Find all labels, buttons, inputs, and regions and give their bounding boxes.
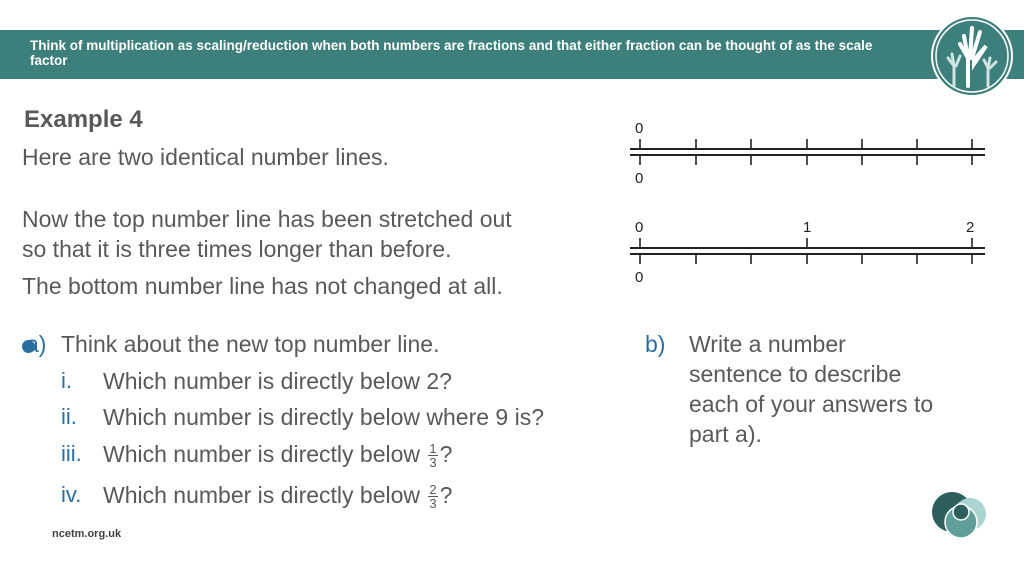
part-b-line3: each of your answers to [689,391,934,417]
item-i-number: i. [61,368,72,393]
line1-top-zero-label: 0 [635,120,644,137]
line2-top-zero-label: 0 [635,219,644,236]
part-a-label: a) [26,331,47,357]
line2-top-ticks [640,238,972,248]
item-iv-frac-num: 2 [429,482,437,498]
item-iv-text: Which number is directly below [103,482,427,508]
item-iii-suffix: ? [439,441,453,467]
bottom-note-text: The bottom number line has not changed at all. [22,273,503,299]
line2-top-two-label: 2 [966,219,975,236]
item-iii-frac-den: 3 [429,455,437,471]
line1-bottom-ticks [640,155,972,165]
example-title: Example 4 [24,106,143,133]
line1-top-ticks [640,139,972,149]
ncetm-hands-logo-icon [930,14,1014,98]
item-i-text: Which number is directly below 2? [103,368,452,394]
line2-top-one-label: 1 [803,219,812,236]
item-iii-number: iii. [61,441,82,466]
line2-bottom-zero-label: 0 [635,269,644,286]
banner-title: Think of multiplication as scaling/reduction when both numbers are fractions and that either fraction can be thought of as the scale factor [30,38,873,68]
item-iv-row [103,480,452,510]
item-iii-fraction [428,442,437,469]
part-b-line1: Write a number [689,331,846,357]
stretch-text-line1: Now the top number line has been stretched out [22,206,512,232]
item-ii-number: ii. [61,404,77,429]
item-iv-fraction [428,483,437,510]
item-iii-frac-num: 1 [429,441,437,457]
stretch-text-line2: so that it is three times longer than before. [22,236,452,262]
line2-bottom-ticks [640,254,972,264]
ncetm-circles-logo-icon [928,488,990,546]
part-a-text: Think about the new top number line. [61,331,440,357]
footer-site: ncetm.org.uk [52,528,122,540]
item-iii-text: Which number is directly below [103,441,427,467]
part-b-line4: part a). [689,421,762,447]
item-iii-row [103,439,452,469]
item-iv-number: iv. [61,482,82,507]
line1-bottom-zero-label: 0 [635,170,644,187]
number-lines-diagram [620,110,990,290]
part-b-line2: sentence to describe [689,361,902,387]
item-iv-frac-den: 3 [429,496,437,512]
intro-text: Here are two identical number lines. [22,144,389,170]
item-ii-text: Which number is directly below where 9 is? [103,404,545,430]
item-iv-suffix: ? [439,482,453,508]
part-b-label: b) [645,331,666,357]
